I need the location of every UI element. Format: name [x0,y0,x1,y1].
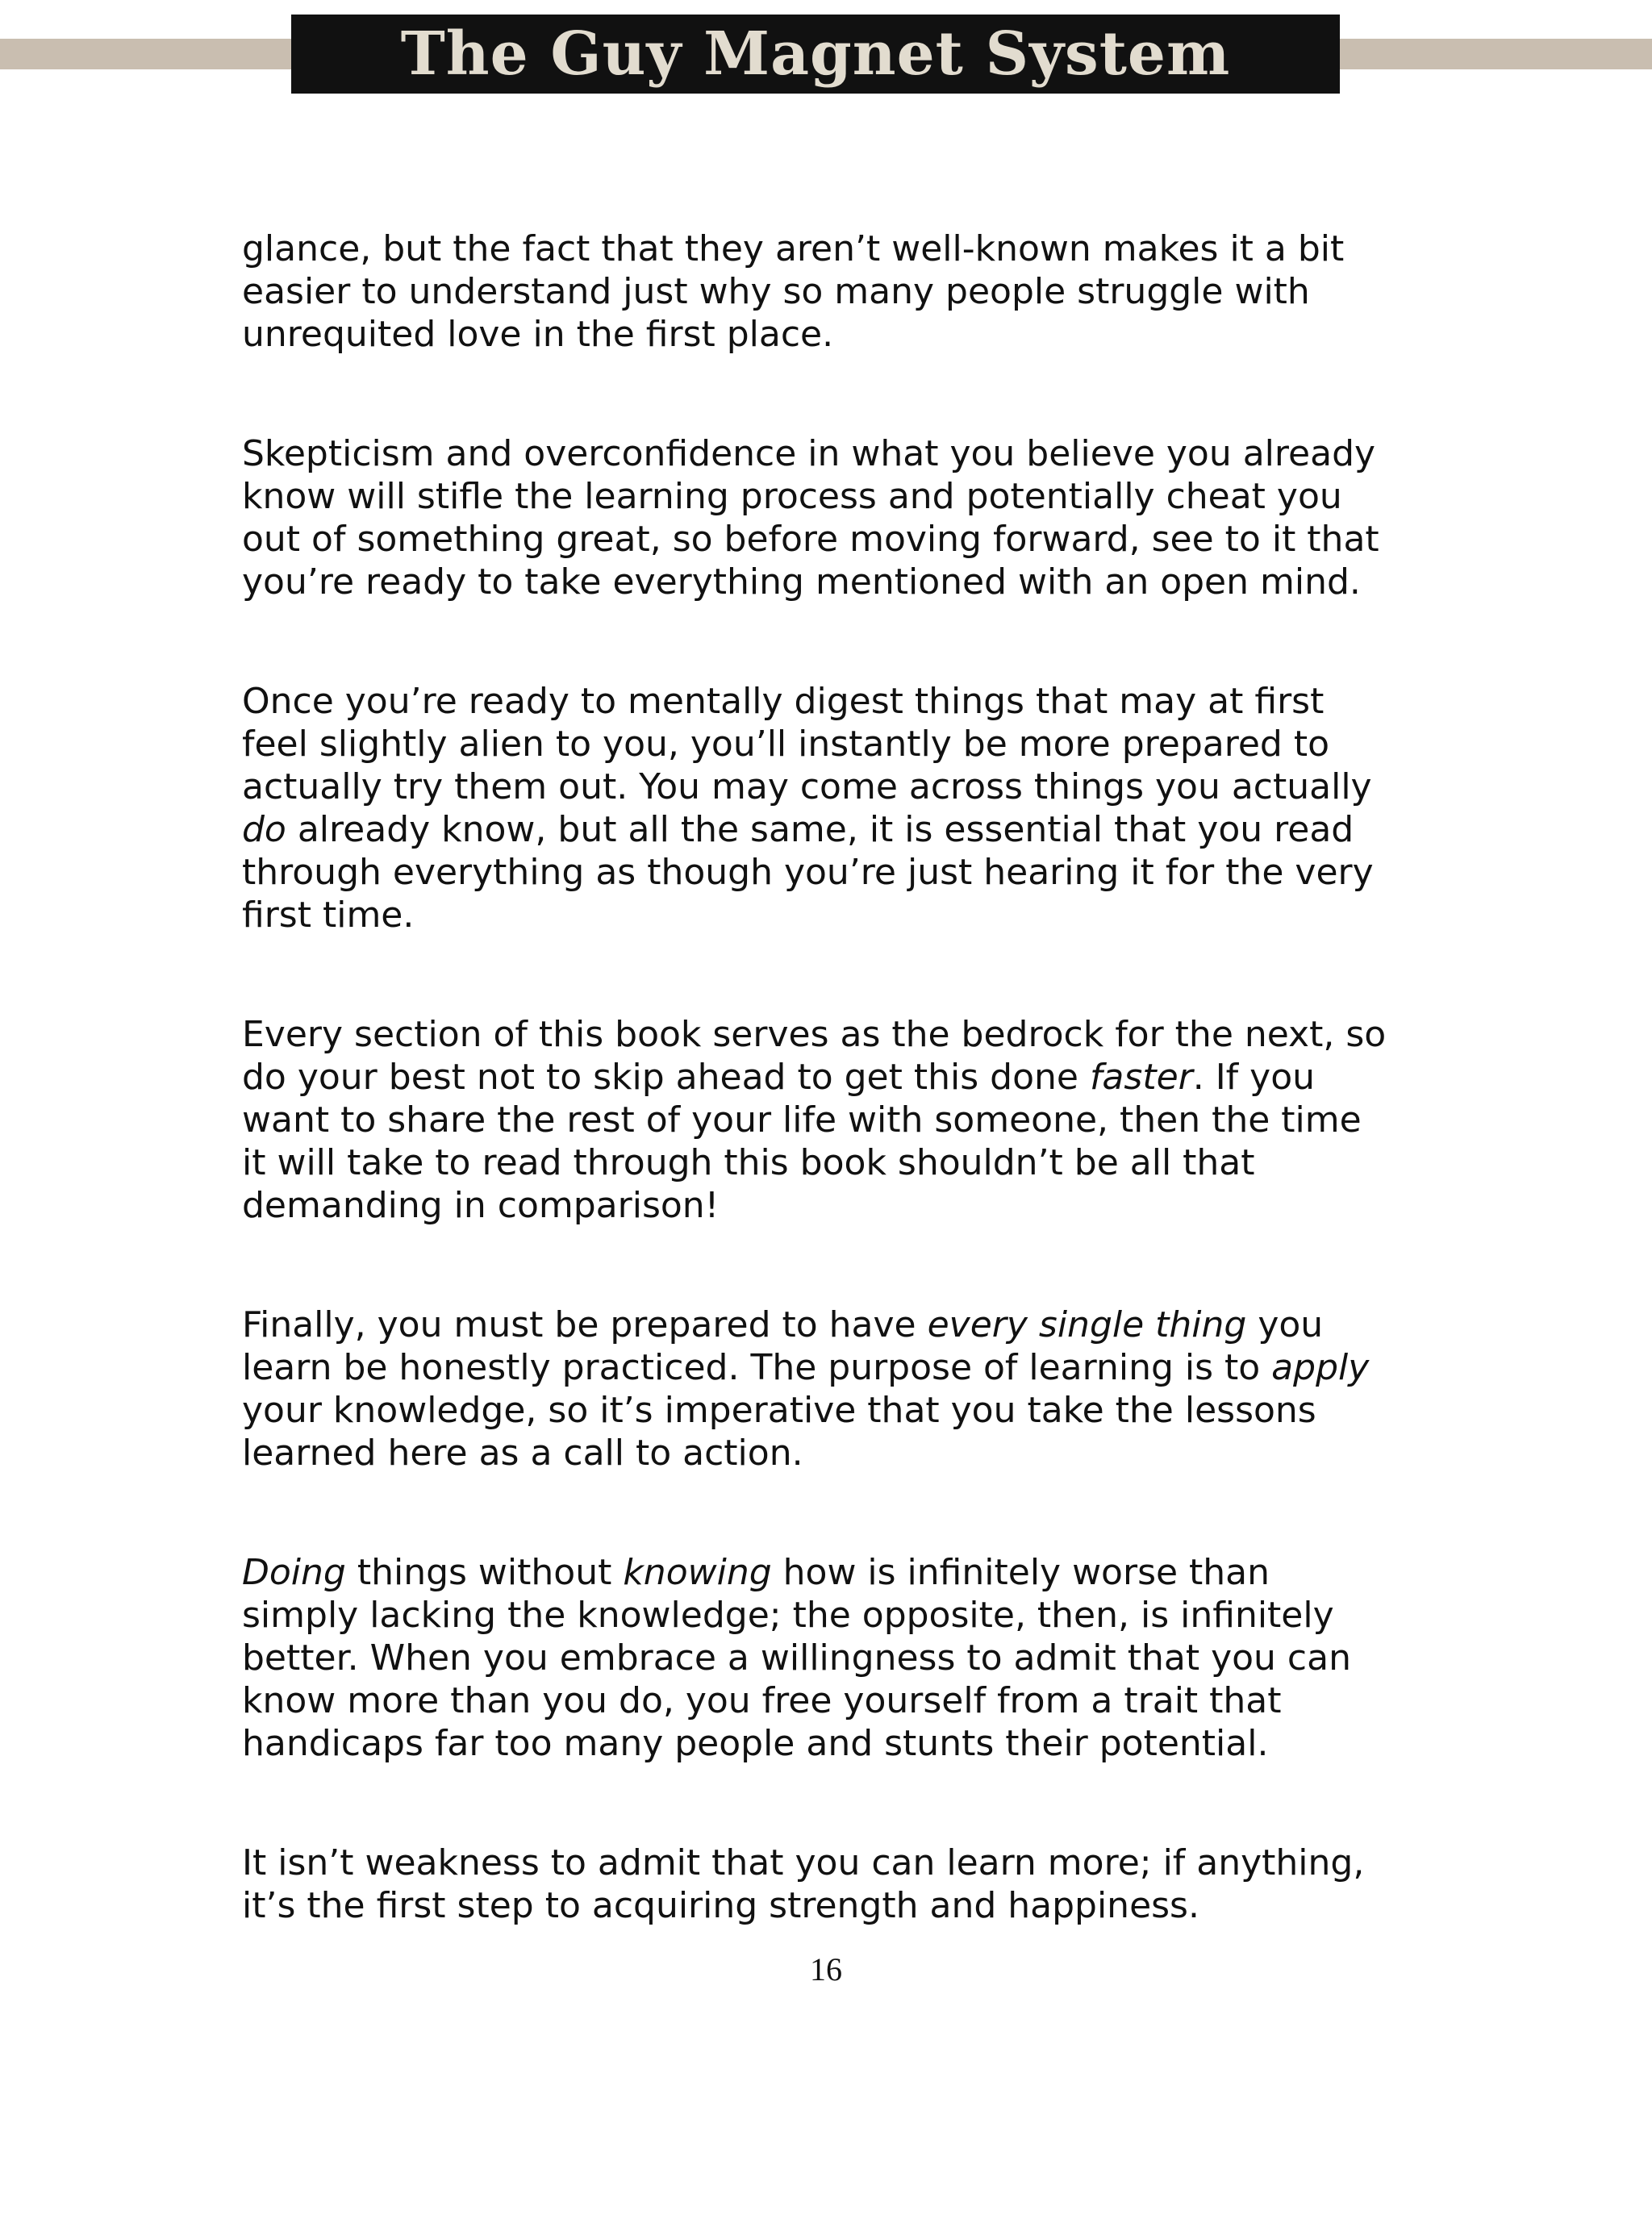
body-text [242,227,1412,1927]
paragraph-text: already know, but all the same, it is essential that you read through everything as though you’re just hearing it for the very first time. [242,809,1374,936]
paragraph-text: you learn be honestly practiced. The purpose of learning is to [242,1304,1324,1388]
emphasis-text: faster [1089,1057,1193,1098]
paragraph [242,1013,1412,1227]
emphasis-text: knowing [623,1552,772,1593]
paragraph-text: glance, but the fact that they aren’t well-known makes it a bit easier to understand just why so many people struggle with unrequited love in the first place. [242,228,1345,355]
paragraph-text: your knowledge, so it’s imperative that you take the lessons learned here as a call to action. [242,1390,1316,1474]
paragraph-text: Finally, you must be prepared to have [242,1304,928,1345]
book-title: The Guy Magnet System [400,19,1231,89]
emphasis-text: apply [1271,1347,1370,1388]
emphasis-text: every single thing [927,1304,1247,1345]
emphasis-text: Doing [242,1552,346,1593]
paragraph [242,227,1412,356]
paragraph [242,680,1412,936]
paragraph [242,1842,1412,1927]
paragraph [242,432,1412,603]
page-number: 16 [810,1951,842,1988]
paragraph-text: It isn’t weakness to admit that you can learn more; if anything, it’s the first step to acquiring strength and happiness. [242,1842,1365,1926]
paragraph-text: . If you want to share the rest of your life with someone, then the time it will take to read through this book shouldn’t be all that demanding in comparison! [242,1057,1362,1226]
paragraph [242,1303,1412,1474]
paragraph-text: things without [345,1552,624,1593]
paragraph-text: Skepticism and overconfidence in what you believe you already know will stifle the learning process and potentially cheat you out of something great, so before moving forward, see to it that you’re ready to take everything mentioned with an open mind. [242,433,1379,603]
emphasis-text: do [242,809,286,850]
paragraph-text: Every section of this book serves as the bedrock for the next, so do your best not to skip ahead to get this done [242,1014,1387,1098]
header-banner [291,15,1340,94]
paragraph-text: Once you’re ready to mentally digest things that may at first feel slightly alien to you, you’ll instantly be more prepared to actually try them out. You may come across things you actually [242,681,1372,807]
paragraph-text: how is infinitely worse than simply lacking the knowledge; the opposite, then, is infinitely better. When you embrace a willingness to admit that you can know more than you do, you free yourself from a trait that handicaps far too many people and stunts their potential. [242,1552,1351,1764]
paragraph [242,1551,1412,1765]
